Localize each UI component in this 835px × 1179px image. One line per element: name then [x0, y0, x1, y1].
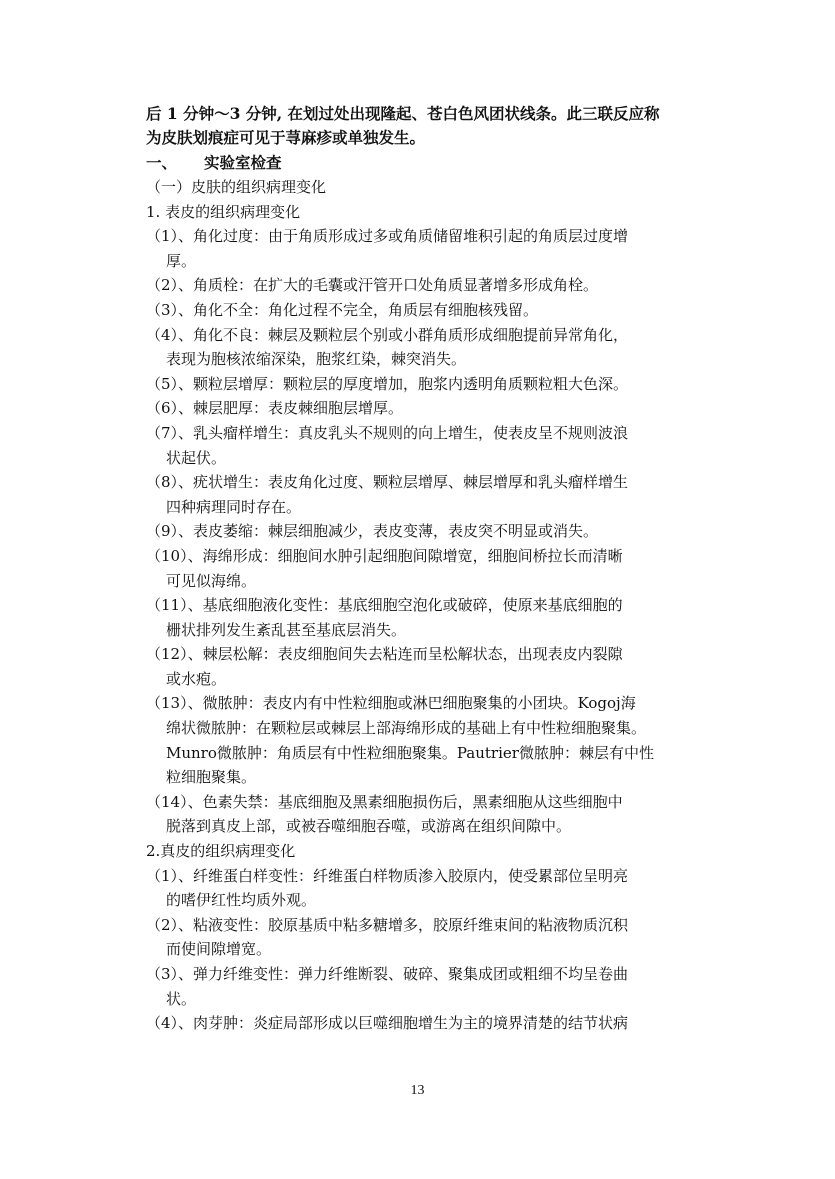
item-text: （3）、弹力纤维变性：弹力纤维断裂、破碎、聚集成团或粗细不均呈卷曲	[146, 965, 629, 983]
item-text: （11）、基底细胞液化变性：基底细胞空泡化或破碎，使原来基底细胞的	[146, 596, 623, 615]
list-item	[146, 642, 698, 691]
item-continuation: 而使间隙增宽。	[166, 940, 272, 959]
item-continuation: 绵状微脓肿：在颗粒层或棘层上部海绵形成的基础上有中性粒细胞聚集。	[166, 719, 647, 738]
part1-title: 1. 表皮的组织病理变化	[146, 202, 301, 221]
list-item	[146, 273, 698, 298]
item-continuation: 状。	[166, 989, 197, 1008]
list-item	[146, 864, 698, 913]
item-text: （4）、角化不良：棘层及颗粒层个别或小群角质形成细胞提前异常角化，	[146, 325, 629, 344]
item-text: （9）、表皮萎缩：棘层细胞减少，表皮变薄，表皮突不明显或消失。	[146, 522, 599, 541]
list-item	[146, 396, 698, 421]
list-item	[146, 790, 698, 839]
intro-line-2: 为皮肤划痕症可见于荨麻疹或单独发生。	[146, 128, 426, 147]
list-item	[146, 224, 698, 273]
item-continuation: 厚。	[166, 251, 197, 270]
list-item	[146, 298, 698, 323]
part2-list	[146, 864, 698, 1036]
item-continuation: 粒细胞聚集。	[166, 768, 257, 787]
item-text: （13）、微脓肿：表皮内有中性粒细胞或淋巴细胞聚集的小团块。Kogoj海	[146, 694, 636, 713]
page-number: 13	[410, 1083, 425, 1098]
item-continuation: 可见似海绵。	[166, 571, 257, 590]
section-title: 实验室检查	[204, 153, 282, 172]
part2-title: 2.真皮的组织病理变化	[146, 842, 296, 861]
list-item	[146, 372, 698, 397]
intro-line-1: 后 1 分钟～3 分钟, 在划过处出现隆起、苍白色风团状线条。此三联反应称	[146, 104, 660, 123]
item-continuation: 状起伏。	[166, 448, 227, 467]
list-item	[146, 913, 698, 962]
list-item	[146, 544, 698, 593]
item-text: （1）、角化过度：由于角质形成过多或角质储留堆积引起的角质层过度增	[146, 227, 629, 246]
item-text: （12）、棘层松解：表皮细胞间失去粘连而呈松解状态，出现表皮内裂隙	[146, 645, 623, 664]
item-text: （10）、海绵形成：细胞间水肿引起细胞间隙增宽，细胞间桥拉长而清晰	[146, 546, 623, 565]
page-body	[146, 102, 698, 1036]
list-item	[146, 691, 698, 789]
list-item	[146, 470, 698, 519]
section-number: 一、	[146, 153, 178, 172]
subsection-title: （一）皮肤的组织病理变化	[146, 178, 327, 196]
item-text: （7）、乳头瘤样增生：真皮乳头不规则的向上增生，使表皮呈不规则波浪	[146, 423, 629, 442]
item-continuation: 或水疱。	[166, 669, 227, 688]
item-continuation: 四种病理同时存在。	[166, 497, 302, 516]
item-text: （5）、颗粒层增厚：颗粒层的厚度增加，胞浆内透明角质颗粒粗大色深。	[146, 374, 629, 393]
item-text: （1）、纤维蛋白样变性：纤维蛋白样物质渗入胶原内，使受累部位呈明亮	[146, 866, 629, 885]
item-text: （6）、棘层肥厚：表皮棘细胞层增厚。	[146, 399, 404, 418]
item-text: （14）、色素失禁：基底细胞及黑素细胞损伤后，黑素细胞从这些细胞中	[146, 792, 623, 811]
item-continuation: 表现为胞核浓缩深染，胞浆红染，棘突消失。	[166, 350, 467, 369]
list-item	[146, 1011, 698, 1036]
list-item	[146, 519, 698, 544]
item-text: （2）、角质栓：在扩大的毛囊或汗管开口处角质显著增多形成角栓。	[146, 276, 599, 295]
list-item	[146, 593, 698, 642]
part1-list	[146, 224, 698, 839]
item-continuation: 栅状排列发生紊乱甚至基底层消失。	[166, 620, 407, 639]
item-text: （2）、粘液变性：胶原基质中粘多糖增多，胶原纤维束间的粘液物质沉积	[146, 915, 629, 934]
list-item	[146, 962, 698, 1011]
item-continuation: 脱落到真皮上部，或被吞噬细胞吞噬，或游离在组织间隙中。	[166, 817, 572, 836]
item-text: （8）、疣状增生：表皮角化过度、颗粒层增厚、棘层增厚和乳头瘤样增生	[146, 473, 629, 492]
item-continuation: Munro微脓肿：角质层有中性粒细胞聚集。Pautrier微脓肿：棘层有中性	[166, 743, 654, 762]
item-text: （3）、角化不全：角化过程不完全，角质层有细胞核残留。	[146, 300, 539, 319]
item-continuation: 的嗜伊红性均质外观。	[166, 891, 317, 910]
list-item	[146, 323, 698, 372]
item-text: （4）、肉芽肿：炎症局部形成以巨噬细胞增生为主的境界清楚的结节状病	[146, 1014, 629, 1033]
list-item	[146, 421, 698, 470]
section-heading	[146, 150, 698, 175]
